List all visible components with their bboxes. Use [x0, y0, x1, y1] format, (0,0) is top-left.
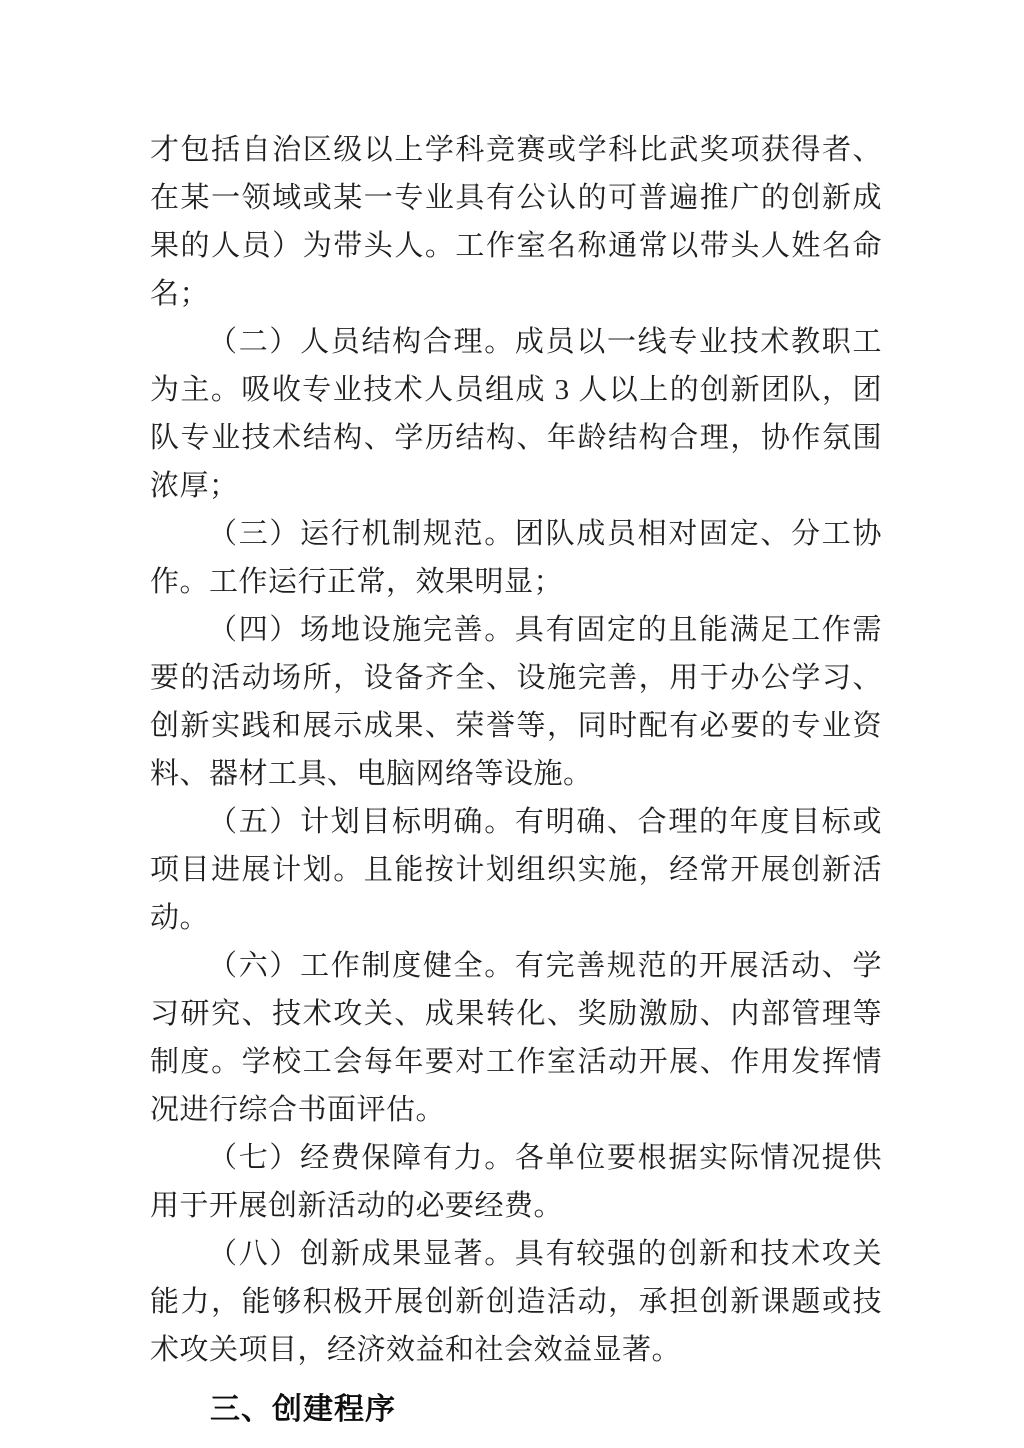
body-paragraph-item-8: （八）创新成果显著。具有较强的创新和技术攻关能力，能够积极开展创新创造活动，承担创新课题或技术攻关项目，经济效益和社会效益显著。 [150, 1238, 882, 1366]
body-paragraph-item-4: （四）场地设施完善。具有固定的且能满足工作需要的活动场所，设备齐全、设施完善，用于办公学习、创新实践和展示成果、荣誉等，同时配有必要的专业资料、器材工具、电脑网络等设施。 [150, 614, 882, 790]
body-paragraph-item-2: （二）人员结构合理。成员以一线专业技术教职工为主。吸收专业技术人员组成 3 人以上的创新团队，团队专业技术结构、学历结构、年龄结构合理，协作氛围浓厚； [150, 326, 882, 502]
body-paragraph-item-3: （三）运行机制规范。团队成员相对固定、分工协作。工作运行正常，效果明显； [150, 518, 882, 598]
body-paragraph-item-7: （七）经费保障有力。各单位要根据实际情况提供用于开展创新活动的必要经费。 [150, 1142, 882, 1222]
body-paragraph-item-5: （五）计划目标明确。有明确、合理的年度目标或项目进展计划。且能按计划组织实施，经常开展创新活动。 [150, 806, 882, 934]
section-heading-creation-procedure: 三、创建程序 [210, 1393, 396, 1426]
document-body [150, 126, 882, 1435]
body-paragraph-continuation: 才包括自治区级以上学科竞赛或学科比武奖项获得者、在某一领域或某一专业具有公认的可普遍推广的创新成果的人员）为带头人。工作室名称通常以带头人姓名命名； [150, 134, 882, 310]
body-paragraph-item-6: （六）工作制度健全。有完善规范的开展活动、学习研究、技术攻关、成果转化、奖励激励、内部管理等制度。学校工会每年要对工作室活动开展、作用发挥情况进行综合书面评估。 [150, 950, 882, 1126]
